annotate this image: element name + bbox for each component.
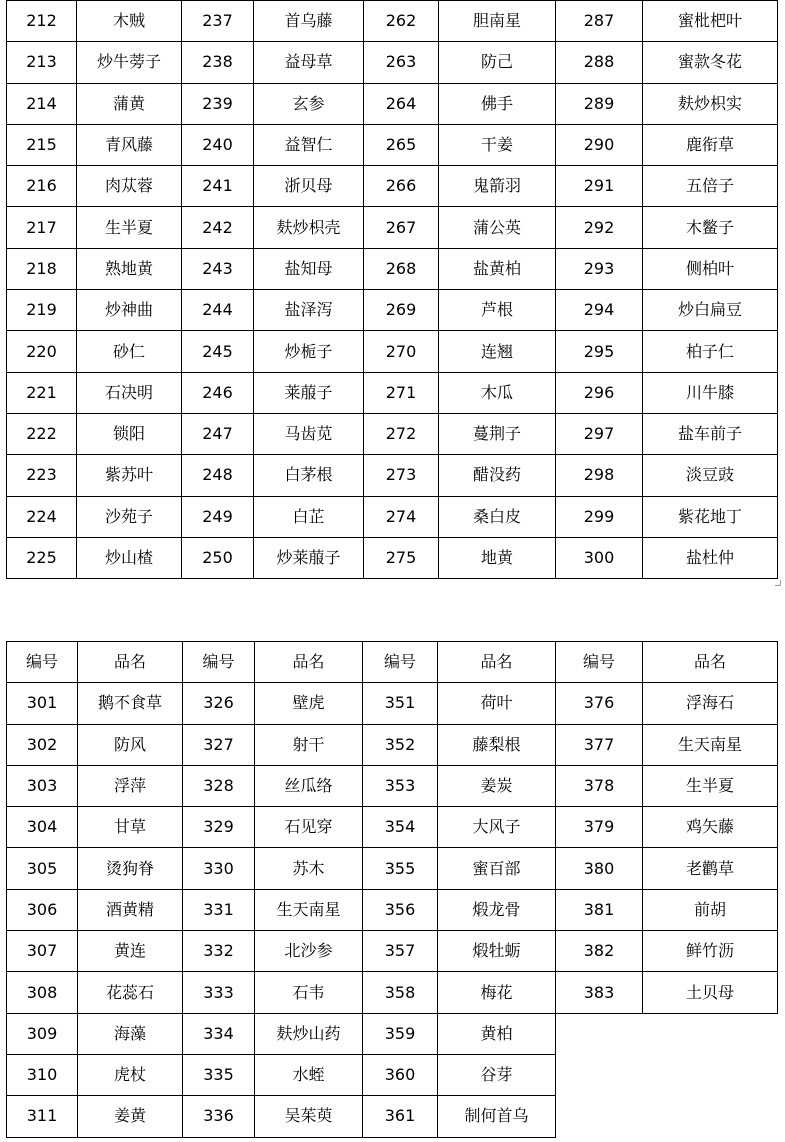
herb-name-cell: 生半夏 [643, 765, 778, 806]
table-row [7, 765, 778, 806]
herb-number-cell: 218 [7, 248, 77, 289]
herb-number-cell: 215 [7, 124, 77, 165]
herb-number-cell: 305 [7, 848, 78, 889]
table-row [7, 331, 778, 372]
herb-name-cell: 佛手 [439, 83, 556, 124]
table-row [7, 124, 778, 165]
herb-name-cell: 肉苁蓉 [77, 166, 182, 207]
herb-number-cell: 379 [556, 807, 643, 848]
herb-number-cell: 296 [556, 372, 643, 413]
herb-number-cell: 352 [363, 724, 438, 765]
herb-number-cell: 381 [556, 889, 643, 930]
herb-name-cell: 麸炒山药 [255, 1013, 363, 1054]
herb-number-cell: 380 [556, 848, 643, 889]
herb-number-cell: 240 [182, 124, 254, 165]
herb-name-cell: 胆南星 [439, 1, 556, 42]
herb-name-cell: 煅龙骨 [438, 889, 556, 930]
herb-name-cell: 益母草 [254, 42, 364, 83]
herb-number-cell: 300 [556, 537, 643, 578]
herb-name-cell: 浮萍 [78, 765, 183, 806]
herb-number-cell: 274 [364, 496, 439, 537]
herb-number-cell: 335 [183, 1054, 255, 1095]
herb-table-1 [6, 0, 778, 579]
table-row [7, 683, 778, 724]
herb-name-cell: 鸡矢藤 [643, 807, 778, 848]
empty-cell [643, 1096, 778, 1137]
herb-number-cell: 295 [556, 331, 643, 372]
table-row [7, 413, 778, 454]
herb-name-cell: 黄柏 [438, 1013, 556, 1054]
herb-number-cell: 213 [7, 42, 77, 83]
herb-name-cell: 炒栀子 [254, 331, 364, 372]
table-row [7, 1, 778, 42]
herb-name-cell: 花蕊石 [78, 972, 183, 1013]
herb-number-cell: 270 [364, 331, 439, 372]
herb-number-cell: 250 [182, 537, 254, 578]
herb-name-cell: 甘草 [78, 807, 183, 848]
herb-name-cell: 梅花 [438, 972, 556, 1013]
herb-number-cell: 304 [7, 807, 78, 848]
herb-number-cell: 303 [7, 765, 78, 806]
herb-name-cell: 蜜百部 [438, 848, 556, 889]
herb-name-cell: 芦根 [439, 290, 556, 331]
herb-name-cell: 柏子仁 [643, 331, 778, 372]
herb-name-cell: 防风 [78, 724, 183, 765]
herb-number-cell: 309 [7, 1013, 78, 1054]
table-row [7, 83, 778, 124]
herb-name-cell: 北沙参 [255, 931, 363, 972]
column-header-name: 品名 [78, 642, 183, 683]
herb-number-cell: 239 [182, 83, 254, 124]
herb-number-cell: 247 [182, 413, 254, 454]
herb-number-cell: 249 [182, 496, 254, 537]
herb-number-cell: 290 [556, 124, 643, 165]
herb-number-cell: 299 [556, 496, 643, 537]
table-end-marker [775, 580, 781, 586]
herb-name-cell: 黄连 [78, 931, 183, 972]
herb-number-cell: 377 [556, 724, 643, 765]
herb-number-cell: 219 [7, 290, 77, 331]
herb-number-cell: 294 [556, 290, 643, 331]
herb-number-cell: 358 [363, 972, 438, 1013]
header-row [7, 642, 778, 683]
herb-number-cell: 326 [183, 683, 255, 724]
herb-number-cell: 331 [183, 889, 255, 930]
herb-name-cell: 白茅根 [254, 455, 364, 496]
herb-name-cell: 壁虎 [255, 683, 363, 724]
table-row [7, 248, 778, 289]
herb-number-cell: 329 [183, 807, 255, 848]
herb-name-cell: 淡豆豉 [643, 455, 778, 496]
herb-name-cell: 麸炒枳壳 [254, 207, 364, 248]
herb-name-cell: 浙贝母 [254, 166, 364, 207]
herb-table-1-body [7, 1, 778, 579]
herb-number-cell: 301 [7, 683, 78, 724]
herb-number-cell: 269 [364, 290, 439, 331]
table-row [7, 537, 778, 578]
herb-name-cell: 五倍子 [643, 166, 778, 207]
herb-name-cell: 苏木 [255, 848, 363, 889]
herb-number-cell: 359 [363, 1013, 438, 1054]
herb-number-cell: 298 [556, 455, 643, 496]
herb-number-cell: 245 [182, 331, 254, 372]
herb-number-cell: 224 [7, 496, 77, 537]
herb-name-cell: 大风子 [438, 807, 556, 848]
herb-number-cell: 354 [363, 807, 438, 848]
herb-name-cell: 鹅不食草 [78, 683, 183, 724]
herb-name-cell: 盐杜仲 [643, 537, 778, 578]
herb-number-cell: 275 [364, 537, 439, 578]
herb-number-cell: 288 [556, 42, 643, 83]
table-row [7, 807, 778, 848]
herb-name-cell: 防己 [439, 42, 556, 83]
herb-table-2-header [7, 642, 778, 683]
column-header-name: 品名 [643, 642, 778, 683]
herb-number-cell: 237 [182, 1, 254, 42]
herb-name-cell: 锁阳 [77, 413, 182, 454]
herb-name-cell: 木贼 [77, 1, 182, 42]
herb-name-cell: 谷芽 [438, 1054, 556, 1095]
herb-name-cell: 木瓜 [439, 372, 556, 413]
herb-number-cell: 308 [7, 972, 78, 1013]
herb-number-cell: 225 [7, 537, 77, 578]
herb-name-cell: 海藻 [78, 1013, 183, 1054]
table-row [7, 1054, 778, 1095]
herb-number-cell: 265 [364, 124, 439, 165]
herb-number-cell: 246 [182, 372, 254, 413]
herb-number-cell: 307 [7, 931, 78, 972]
herb-number-cell: 333 [183, 972, 255, 1013]
herb-table-2-body [7, 683, 778, 1137]
column-header-number: 编号 [7, 642, 78, 683]
herb-number-cell: 302 [7, 724, 78, 765]
herb-name-cell: 鹿衔草 [643, 124, 778, 165]
table-row [7, 1096, 778, 1137]
herb-name-cell: 藤梨根 [438, 724, 556, 765]
empty-cell [643, 1013, 778, 1054]
herb-number-cell: 306 [7, 889, 78, 930]
herb-name-cell: 烫狗脊 [78, 848, 183, 889]
herb-number-cell: 355 [363, 848, 438, 889]
herb-name-cell: 连翘 [439, 331, 556, 372]
herb-name-cell: 土贝母 [643, 972, 778, 1013]
herb-table-2 [6, 641, 778, 1138]
herb-name-cell: 砂仁 [77, 331, 182, 372]
table-row [7, 372, 778, 413]
herb-number-cell: 328 [183, 765, 255, 806]
herb-name-cell: 炒山楂 [77, 537, 182, 578]
herb-name-cell: 木鳖子 [643, 207, 778, 248]
herb-number-cell: 223 [7, 455, 77, 496]
table-row [7, 42, 778, 83]
herb-number-cell: 222 [7, 413, 77, 454]
herb-name-cell: 醋没药 [439, 455, 556, 496]
herb-name-cell: 蒲公英 [439, 207, 556, 248]
herb-name-cell: 生半夏 [77, 207, 182, 248]
empty-cell [556, 1096, 643, 1137]
herb-number-cell: 272 [364, 413, 439, 454]
herb-number-cell: 264 [364, 83, 439, 124]
table-row [7, 889, 778, 930]
herb-name-cell: 熟地黄 [77, 248, 182, 289]
herb-number-cell: 242 [182, 207, 254, 248]
herb-name-cell: 地黄 [439, 537, 556, 578]
table-row [7, 931, 778, 972]
herb-number-cell: 330 [183, 848, 255, 889]
column-header-number: 编号 [183, 642, 255, 683]
herb-name-cell: 蜜款冬花 [643, 42, 778, 83]
herb-name-cell: 紫苏叶 [77, 455, 182, 496]
herb-name-cell: 前胡 [643, 889, 778, 930]
column-header-name: 品名 [438, 642, 556, 683]
herb-name-cell: 青风藤 [77, 124, 182, 165]
herb-name-cell: 马齿苋 [254, 413, 364, 454]
herb-number-cell: 376 [556, 683, 643, 724]
herb-name-cell: 麸炒枳实 [643, 83, 778, 124]
herb-name-cell: 沙苑子 [77, 496, 182, 537]
herb-name-cell: 虎杖 [78, 1054, 183, 1095]
herb-number-cell: 382 [556, 931, 643, 972]
herb-number-cell: 243 [182, 248, 254, 289]
herb-number-cell: 360 [363, 1054, 438, 1095]
herb-number-cell: 351 [363, 683, 438, 724]
herb-number-cell: 214 [7, 83, 77, 124]
herb-number-cell: 334 [183, 1013, 255, 1054]
table-row [7, 972, 778, 1013]
herb-number-cell: 266 [364, 166, 439, 207]
empty-cell [556, 1013, 643, 1054]
herb-number-cell: 268 [364, 248, 439, 289]
herb-name-cell: 鲜竹沥 [643, 931, 778, 972]
herb-number-cell: 244 [182, 290, 254, 331]
herb-number-cell: 287 [556, 1, 643, 42]
herb-number-cell: 311 [7, 1096, 78, 1137]
herb-name-cell: 侧柏叶 [643, 248, 778, 289]
herb-name-cell: 石决明 [77, 372, 182, 413]
column-header-number: 编号 [556, 642, 643, 683]
herb-number-cell: 383 [556, 972, 643, 1013]
herb-number-cell: 356 [363, 889, 438, 930]
herb-name-cell: 鬼箭羽 [439, 166, 556, 207]
herb-name-cell: 蔓荆子 [439, 413, 556, 454]
herb-name-cell: 生天南星 [643, 724, 778, 765]
table-row [7, 455, 778, 496]
herb-name-cell: 荷叶 [438, 683, 556, 724]
herb-name-cell: 蒲黄 [77, 83, 182, 124]
herb-name-cell: 石见穿 [255, 807, 363, 848]
table-row [7, 848, 778, 889]
herb-number-cell: 273 [364, 455, 439, 496]
herb-name-cell: 炒莱菔子 [254, 537, 364, 578]
herb-name-cell: 煅牡蛎 [438, 931, 556, 972]
herb-number-cell: 327 [183, 724, 255, 765]
herb-name-cell: 盐黄柏 [439, 248, 556, 289]
herb-number-cell: 216 [7, 166, 77, 207]
herb-name-cell: 水蛭 [255, 1054, 363, 1095]
herb-name-cell: 炒白扁豆 [643, 290, 778, 331]
table-row [7, 724, 778, 765]
table-row [7, 496, 778, 537]
herb-name-cell: 酒黄精 [78, 889, 183, 930]
herb-name-cell: 白芷 [254, 496, 364, 537]
herb-number-cell: 291 [556, 166, 643, 207]
herb-number-cell: 292 [556, 207, 643, 248]
herb-name-cell: 姜黄 [78, 1096, 183, 1137]
herb-name-cell: 桑白皮 [439, 496, 556, 537]
column-header-name: 品名 [255, 642, 363, 683]
herb-name-cell: 川牛膝 [643, 372, 778, 413]
herb-name-cell: 炒神曲 [77, 290, 182, 331]
herb-name-cell: 吴茱萸 [255, 1096, 363, 1137]
herb-name-cell: 制何首乌 [438, 1096, 556, 1137]
herb-name-cell: 盐泽泻 [254, 290, 364, 331]
herb-name-cell: 蜜枇杷叶 [643, 1, 778, 42]
empty-cell [643, 1054, 778, 1095]
herb-name-cell: 盐车前子 [643, 413, 778, 454]
herb-number-cell: 353 [363, 765, 438, 806]
herb-name-cell: 射干 [255, 724, 363, 765]
herb-number-cell: 271 [364, 372, 439, 413]
herb-name-cell: 姜炭 [438, 765, 556, 806]
herb-number-cell: 220 [7, 331, 77, 372]
column-header-number: 编号 [363, 642, 438, 683]
herb-number-cell: 217 [7, 207, 77, 248]
herb-name-cell: 莱菔子 [254, 372, 364, 413]
table-row [7, 1013, 778, 1054]
herb-number-cell: 310 [7, 1054, 78, 1095]
herb-name-cell: 老鹳草 [643, 848, 778, 889]
herb-number-cell: 297 [556, 413, 643, 454]
herb-number-cell: 361 [363, 1096, 438, 1137]
table-row [7, 207, 778, 248]
herb-name-cell: 丝瓜络 [255, 765, 363, 806]
herb-name-cell: 盐知母 [254, 248, 364, 289]
herb-number-cell: 378 [556, 765, 643, 806]
herb-number-cell: 267 [364, 207, 439, 248]
herb-number-cell: 262 [364, 1, 439, 42]
table-row [7, 290, 778, 331]
herb-name-cell: 浮海石 [643, 683, 778, 724]
herb-name-cell: 石韦 [255, 972, 363, 1013]
herb-number-cell: 248 [182, 455, 254, 496]
herb-number-cell: 293 [556, 248, 643, 289]
table-row [7, 166, 778, 207]
herb-number-cell: 357 [363, 931, 438, 972]
herb-number-cell: 221 [7, 372, 77, 413]
herb-name-cell: 首乌藤 [254, 1, 364, 42]
herb-number-cell: 263 [364, 42, 439, 83]
herb-name-cell: 玄参 [254, 83, 364, 124]
herb-name-cell: 紫花地丁 [643, 496, 778, 537]
herb-number-cell: 212 [7, 1, 77, 42]
herb-name-cell: 益智仁 [254, 124, 364, 165]
herb-number-cell: 289 [556, 83, 643, 124]
herb-name-cell: 炒牛蒡子 [77, 42, 182, 83]
herb-name-cell: 干姜 [439, 124, 556, 165]
empty-cell [556, 1054, 643, 1095]
herb-number-cell: 336 [183, 1096, 255, 1137]
herb-name-cell: 生天南星 [255, 889, 363, 930]
herb-number-cell: 241 [182, 166, 254, 207]
herb-number-cell: 238 [182, 42, 254, 83]
herb-number-cell: 332 [183, 931, 255, 972]
